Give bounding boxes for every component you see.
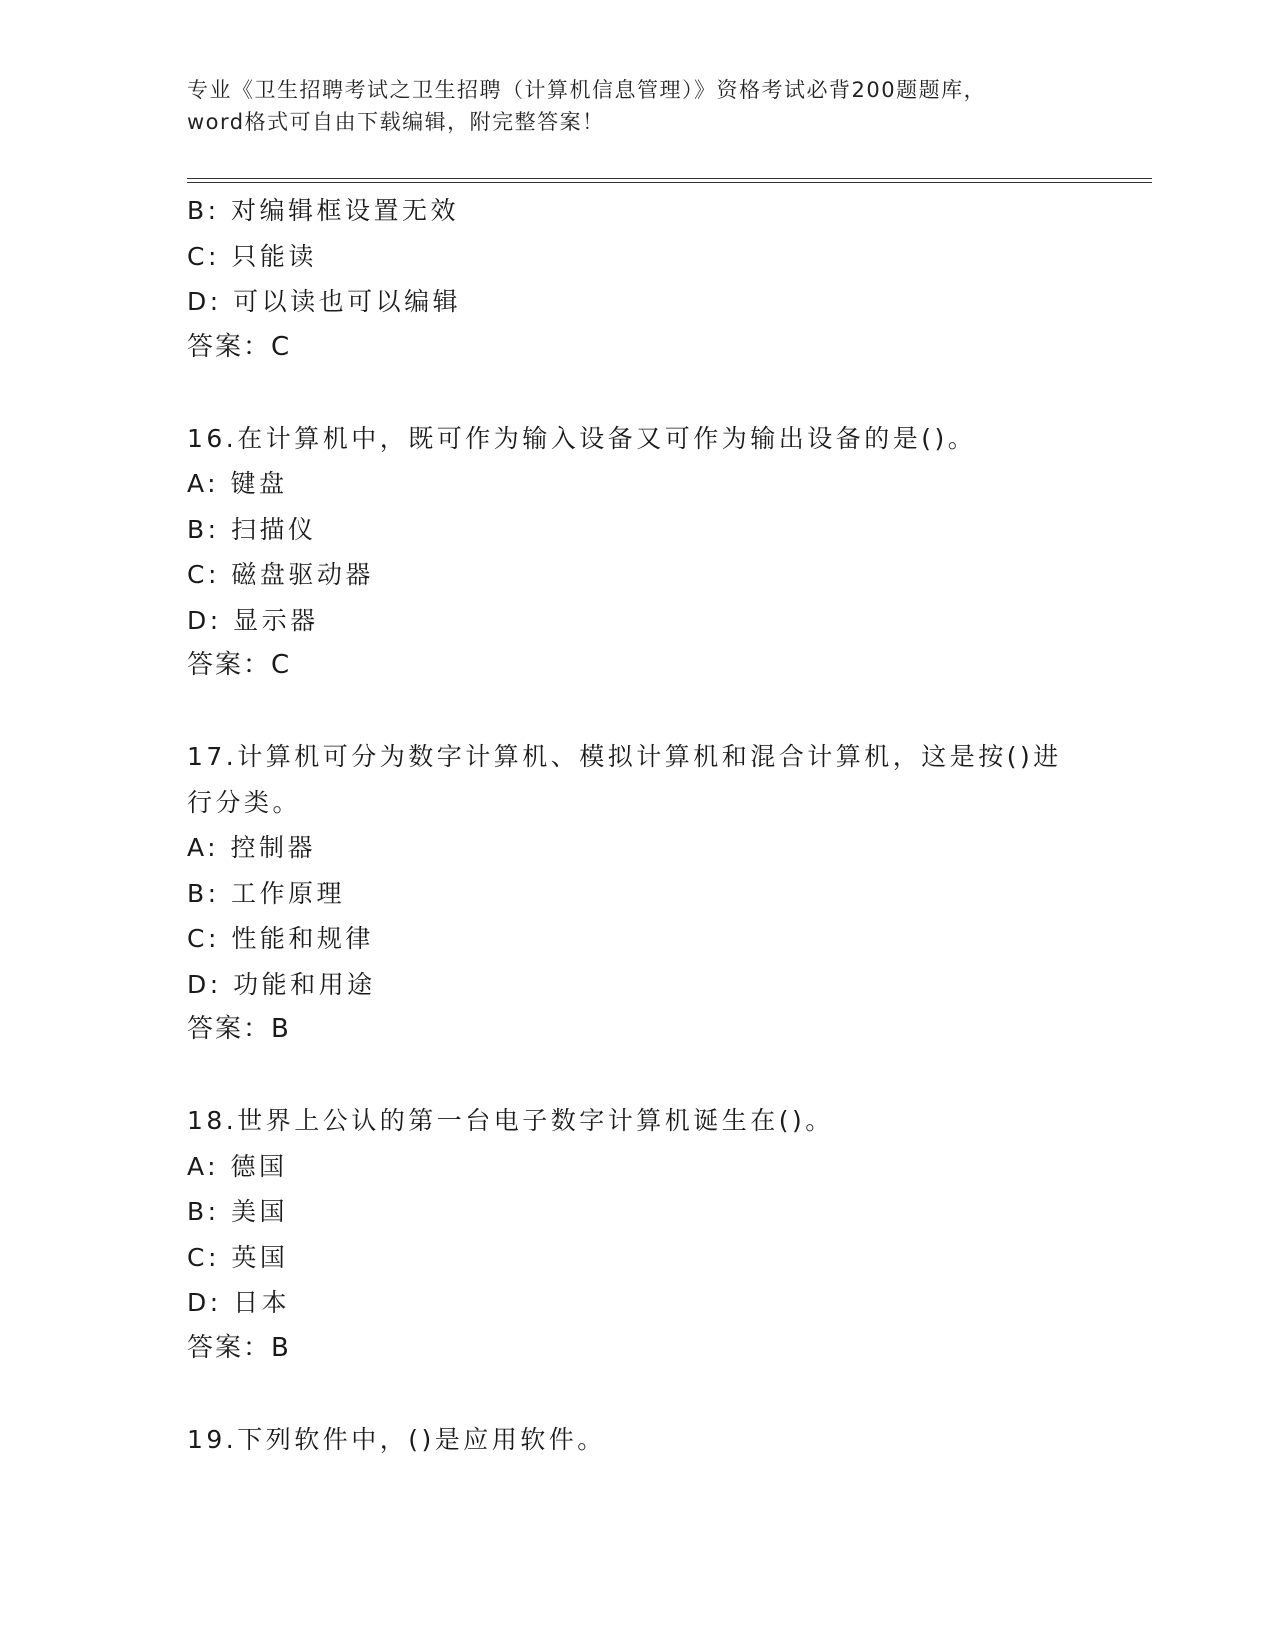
spacer — [187, 689, 1087, 735]
q16-option-d: D: 显示器 — [187, 605, 319, 635]
q18-option-a: A: 德国 — [187, 1151, 288, 1181]
q16-option-b: B: 扫描仪 — [187, 514, 317, 544]
q18-option-c: C: 英国 — [187, 1242, 289, 1272]
q17-option-c: C: 性能和规律 — [187, 924, 374, 953]
q16-option-a: A: 键盘 — [187, 469, 288, 498]
q15-option-b: B: 对编辑框设置无效 — [187, 196, 460, 225]
question-16 — [187, 416, 1087, 689]
q16-option-c: C: 磁盘驱动器 — [187, 560, 374, 589]
document-header — [187, 74, 1087, 138]
header-title-line-2: word格式可自由下载编辑，附完整答案！ — [187, 110, 605, 134]
header-divider — [187, 178, 1152, 183]
question-list — [187, 188, 1087, 1462]
question-17 — [187, 734, 1087, 1053]
question-18 — [187, 1098, 1087, 1371]
question-19 — [187, 1417, 1087, 1463]
q17-option-b: B: 工作原理 — [187, 878, 346, 908]
q16-question-text: 16.在计算机中，既可作为输入设备又可作为输出设备的是()。 — [187, 423, 977, 453]
q18-option-b: B: 美国 — [187, 1197, 289, 1226]
q18-question-text: 18.世界上公认的第一台电子数字计算机诞生在()。 — [187, 1106, 834, 1135]
q15-option-d: D: 可以读也可以编辑 — [187, 287, 462, 316]
q17-option-d: D: 功能和用途 — [187, 969, 376, 999]
spacer — [187, 1371, 1087, 1417]
q15-answer: 答案：C — [187, 331, 292, 362]
q18-option-d: D: 日本 — [187, 1288, 291, 1317]
spacer — [187, 370, 1087, 416]
q16-answer: 答案：C — [187, 650, 292, 680]
q17-option-a: A: 控制器 — [187, 833, 317, 862]
header-title-line-1: 专业《卫生招聘考试之卫生招聘（计算机信息管理）》资格考试必背200题题库， — [187, 78, 987, 102]
question-15 — [187, 188, 1087, 370]
q18-answer: 答案：B — [187, 1332, 291, 1363]
q19-question-text: 19.下列软件中，()是应用软件。 — [187, 1424, 606, 1454]
spacer — [187, 1053, 1087, 1099]
q17-answer: 答案：B — [187, 1014, 291, 1044]
q17-question-text-line-1: 17.计算机可分为数字计算机、模拟计算机和混合计算机，这是按()进 — [187, 742, 1062, 771]
q17-question-text-line-2: 行分类。 — [187, 787, 302, 817]
q15-option-c: C: 只能读 — [187, 241, 317, 271]
